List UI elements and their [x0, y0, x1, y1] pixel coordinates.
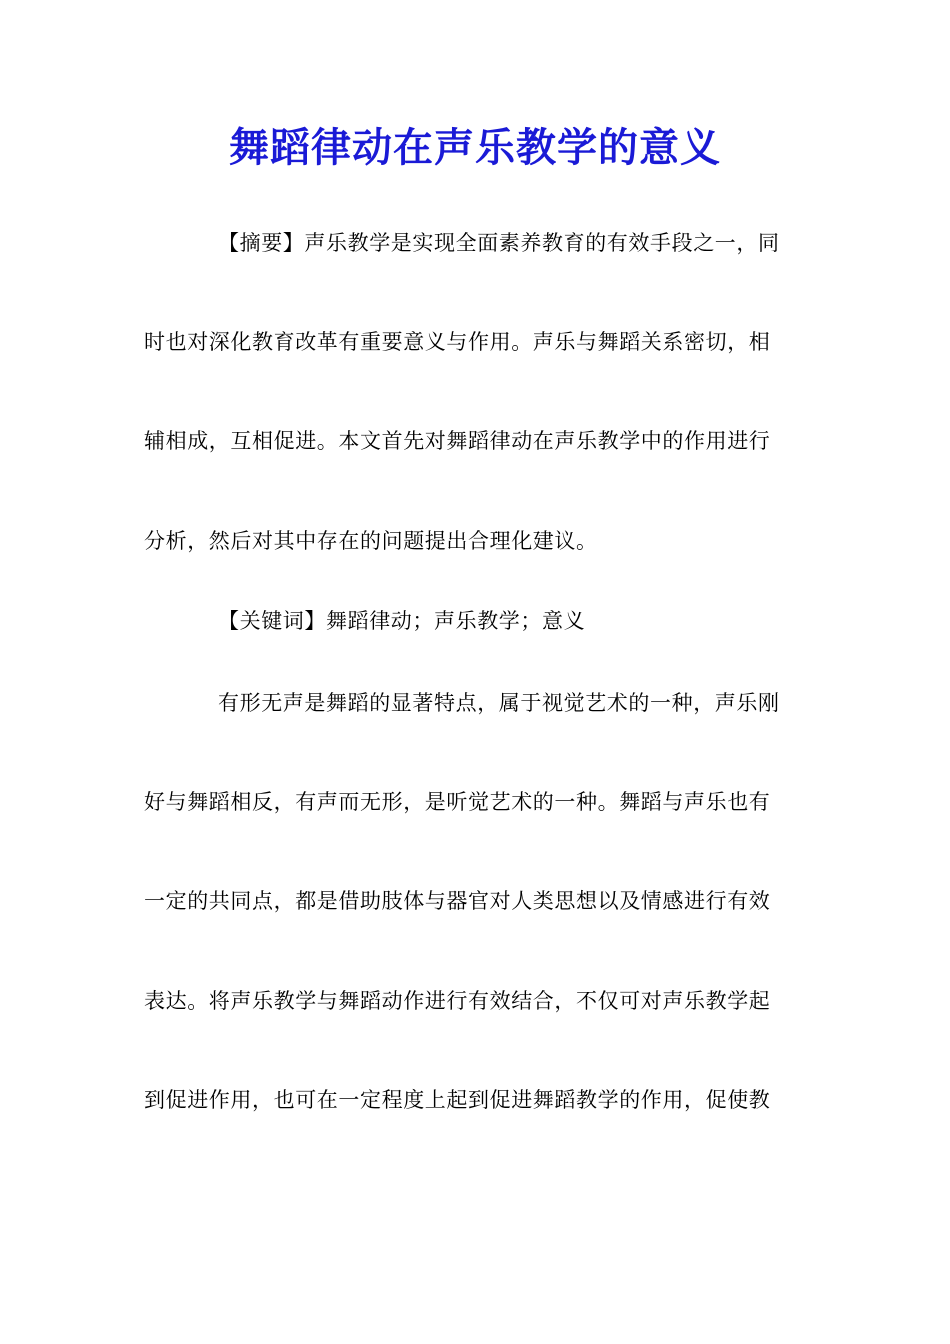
body-line-5: 到促进作用，也可在一定程度上起到促进舞蹈教学的作用，促使教: [144, 1088, 771, 1112]
keywords-line: 【关键词】舞蹈律动；声乐教学；意义: [218, 609, 586, 633]
body-line-3: 一定的共同点，都是借助肢体与器官对人类思想以及情感进行有效: [144, 889, 771, 913]
abstract-line-1: 【摘要】声乐教学是实现全面素养教育的有效手段之一，同: [218, 231, 780, 255]
abstract-line-3: 辅相成，互相促进。本文首先对舞蹈律动在声乐教学中的作用进行: [144, 429, 771, 453]
body-line-4: 表达。将声乐教学与舞蹈动作进行有效结合，不仅可对声乐教学起: [144, 989, 771, 1013]
abstract-line-4: 分析，然后对其中存在的问题提出合理化建议。: [144, 529, 598, 553]
abstract-line-2: 时也对深化教育改革有重要意义与作用。声乐与舞蹈关系密切，相: [144, 330, 771, 354]
document-title: 舞蹈律动在声乐教学的意义: [229, 124, 721, 171]
body-line-1: 有形无声是舞蹈的显著特点，属于视觉艺术的一种，声乐刚: [218, 691, 780, 715]
body-line-2: 好与舞蹈相反，有声而无形，是听觉艺术的一种。舞蹈与声乐也有: [144, 790, 771, 814]
